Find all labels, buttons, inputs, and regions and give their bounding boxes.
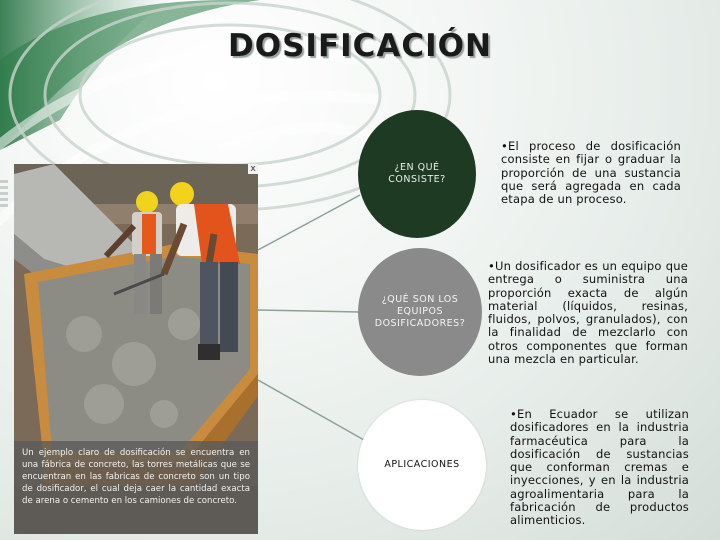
circle-en-que-consiste <box>358 110 476 238</box>
photo-caption: Un ejemplo claro de dosificación se encuentra en una fábrica de concreto, las torres metálicas que se encuentran en las fabricas de concreto son un tipo de dosificador, el cual deja caer la cantidad exacta de arena o cemento en los camiones de concreto. <box>14 441 258 534</box>
circle-label: ¿QUÉ SON LOS EQUIPOS DOSIFICADORES? <box>374 294 466 329</box>
circle-label: APLICACIONES <box>384 459 460 470</box>
circle-aplicaciones <box>358 400 486 530</box>
description-en-que-consiste: •El proceso de dosificación consiste en fijar o graduar la proporción de una sustancia que será agregada en cada etapa de un proceso. <box>501 139 681 207</box>
circle-equipos-dosificadores <box>358 248 482 376</box>
description-aplicaciones: •En Ecuador se utilizan dosificadores en la industria farmacéutica para la dosificación de sustancias que conforman cremas e inyecciones, y en la industria agroalimentaria para la fabricación de productos alimenticios. <box>510 407 689 528</box>
description-equipos-dosificadores: •Un dosificador es un equipo que entrega o suministra una proporción exacta de algún material (líquidos, resinas, fluidos, polvos, granulados), con la finalidad de mezclarlo con otros componentes que forman una mezcla en particular. <box>488 259 688 367</box>
circle-label: ¿EN QUÉ CONSISTE? <box>388 162 446 185</box>
photo-close-icon[interactable]: x <box>248 164 258 174</box>
slide-title: DOSIFICACIÓN <box>228 28 492 64</box>
